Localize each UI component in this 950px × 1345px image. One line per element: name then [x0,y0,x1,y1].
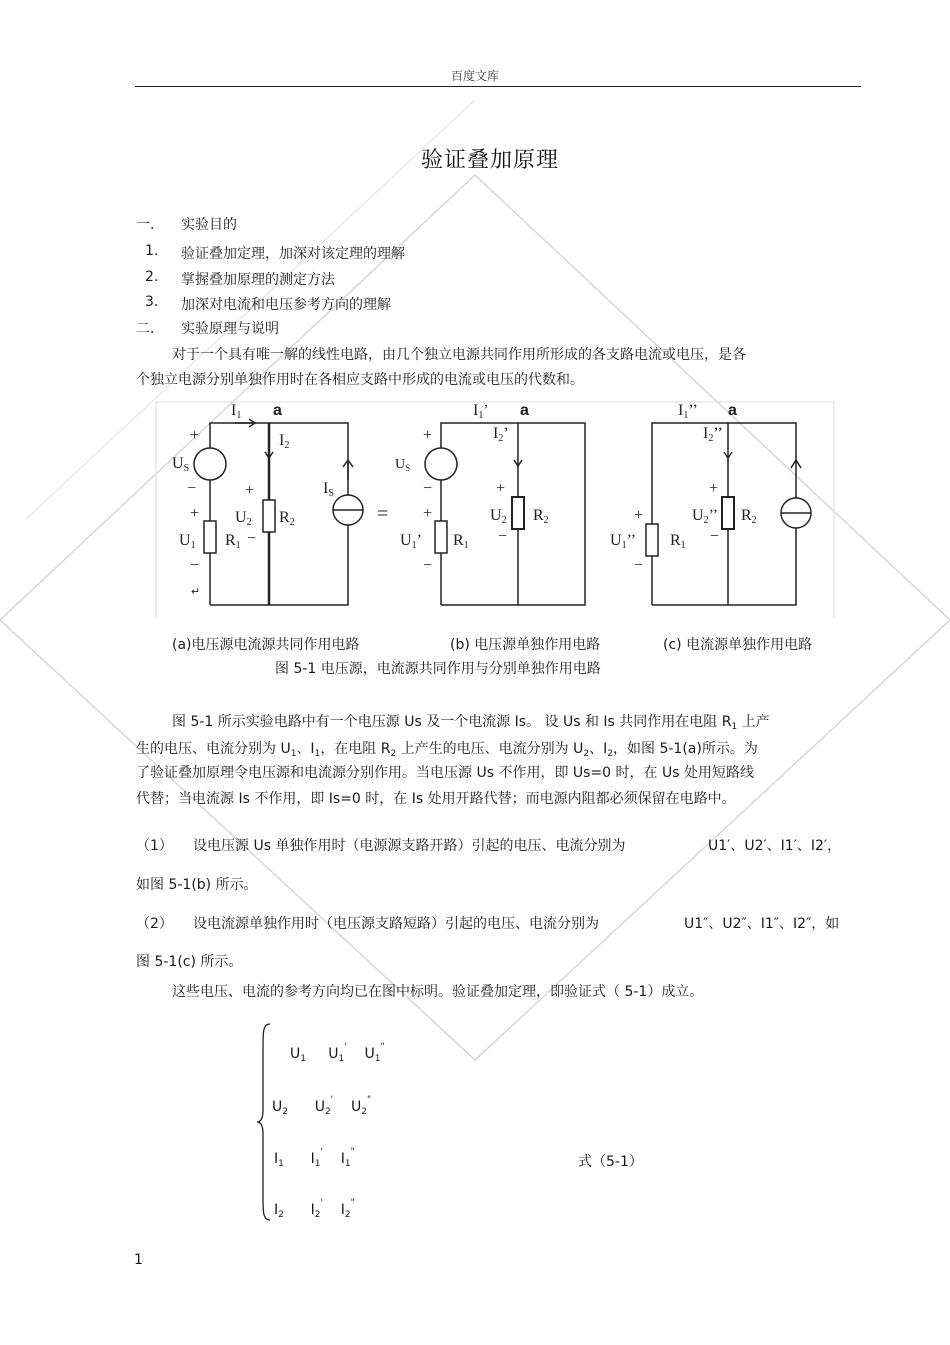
header-rule [135,86,861,87]
equation-label: 式（5-1） [578,1154,643,1170]
para2-line1: 图 5-1 所示实验电路中有一个电压源 Us 及一个电流源 Is。 设 Us 和 Is 共同作用在电阻 $R_1$ 上产 [172,714,770,732]
svg-text:−: − [634,557,644,574]
caption-c: (c) 电流源单独作用电路 [663,637,813,653]
svg-text:US: $U_S$ [395,457,411,473]
svg-text:R1: R1 [670,532,686,551]
section1-heading: 实验目的 [181,217,237,233]
svg-text:I2: I2 [279,432,290,451]
section1-num: 一. [136,217,155,233]
svg-text:R1: R1 [225,532,241,551]
case1-num: （1） [136,838,173,854]
svg-text:IS: IS [323,480,334,499]
eq-row-4: $I_2$ $I_2'$ $I_2^"$ [274,1198,355,1220]
svg-text:a: a [520,402,529,419]
section2-heading: 实验原理与说明 [181,321,279,337]
svg-text:a: a [273,402,282,419]
section2-para1-line1: 对于一个具有唯一解的线性电路，由几个独立电源共同作用所形成的各支路电流或电压，是各 [172,347,746,363]
page-title: 验证叠加原理 [420,148,559,173]
svg-text:U1: U1 [179,532,196,551]
svg-text:+: + [245,482,255,499]
svg-text:I2’: I2’ [493,425,509,444]
svg-text:R2: R2 [533,507,549,526]
circuit-b-labels [395,402,549,574]
svg-text:+: + [496,480,506,497]
svg-text:U2’’: U2’’ [692,507,719,526]
case2-num: （2） [136,916,173,932]
circuit-b [425,423,585,605]
svg-text:U1’: U1’ [400,532,422,551]
svg-text:+: + [190,505,200,522]
circuit-a-labels [172,402,334,598]
svg-text:+: + [423,427,433,444]
case1-text: 设电压源 Us 单独作用时（电源源支路开路）引起的电压、电流分别为 [193,838,626,854]
svg-text:a: a [728,402,737,419]
eq-row-1: $U_1$ $U_1'$ $U_1^"$ [290,1042,385,1064]
para2-line4: 代替；当电流源 Is 不作用，即 Is=0 时，在 Is 处用开路代替；而电源内阻都必须保留在电路中。 [136,791,736,807]
caption-a: (a)电压源电流源共同作用电路 [172,637,360,653]
svg-text:−: − [187,480,197,497]
header-site: 百度文库 [450,69,499,83]
case2-vars: U1″、U2″、I1″、I2″，如 [684,916,840,932]
section1-item3-num: 3. [145,294,159,310]
svg-text:−: − [423,480,433,497]
caption-b: (b) 电压源单独作用电路 [450,637,601,653]
section1-item1-num: 1. [145,243,159,259]
svg-text:R2: R2 [741,507,757,526]
caption-main: 图 5-1 电压源，电流源共同作用与分别单独作用电路 [275,661,601,677]
svg-text:+: + [190,427,200,444]
section2-para1-line2: 个独立电源分别单独作用时在各相应支路中形成的电流或电压的代数和。 [136,372,584,388]
page-number: 1 [134,1252,143,1268]
svg-text:U1’’: U1’’ [610,532,637,551]
svg-text:−: − [423,557,433,574]
para2-line3: 了验证叠加原理令电压源和电流源分别作用。当电压源 Us 不作用，即 Us=0 时，在 Us 处用短路线 [136,765,754,781]
section2-num: 二. [136,321,155,337]
svg-text:−: − [710,528,720,545]
section1-item3: 加深对电流和电压参考方向的理解 [181,297,391,313]
svg-text:−: − [190,557,200,574]
circuit-c-labels [610,402,757,574]
svg-text:−: − [498,528,508,545]
eq-row-3: $I_1$ $I_1'$ $I_1^"$ [274,1147,355,1169]
svg-text:+: + [634,507,644,524]
equals-sign: = [377,503,389,525]
circuit-c [646,423,811,605]
svg-text:I1’’: I1’’ [678,402,698,421]
svg-text:↵: ↵ [191,586,201,598]
svg-text:I2’’: I2’’ [703,425,723,444]
section1-item2: 掌握叠加原理的测定方法 [181,272,335,288]
svg-text:I1: I1 [231,402,242,421]
circuit-figure [155,400,835,620]
eq-row-2: $U_2$ $U_2'$ $U_2^"$ [272,1095,372,1117]
svg-text:U2: U2 [235,509,252,528]
equation-brace [255,1022,275,1222]
case1-follow: 如图 5-1(b) 所示。 [136,877,258,893]
svg-text:+: + [423,505,433,522]
svg-text:R1: R1 [453,532,469,551]
para2-line2: 生的电压、电流分别为 $U_1$、$I_1$，在电阻 $R_2$ 上产生的电压、电流分别为 $U_2$、$I_2$，如图 5-1(a)所示。为 [136,741,758,759]
case1-vars: U1′、U2′、I1′、I2′， [708,838,842,854]
svg-text:R2: R2 [279,509,295,528]
svg-text:I1’: I1’ [473,402,489,421]
section1-item1: 验证叠加定理，加深对该定理的理解 [181,246,405,262]
case2-follow: 图 5-1(c) 所示。 [136,954,243,970]
svg-text:−: − [247,530,257,547]
svg-text:U2: U2 [490,507,507,526]
case2-text: 设电流源单独作用时（电压源支路短路）引起的电压、电流分别为 [193,916,599,932]
svg-text:+: + [709,480,719,497]
svg-text:US: US [172,455,190,474]
section1-item2-num: 2. [145,269,159,285]
para3: 这些电压、电流的参考方向均已在图中标明。验证叠加定理，即验证式（ 5-1）成立。 [172,984,704,1000]
